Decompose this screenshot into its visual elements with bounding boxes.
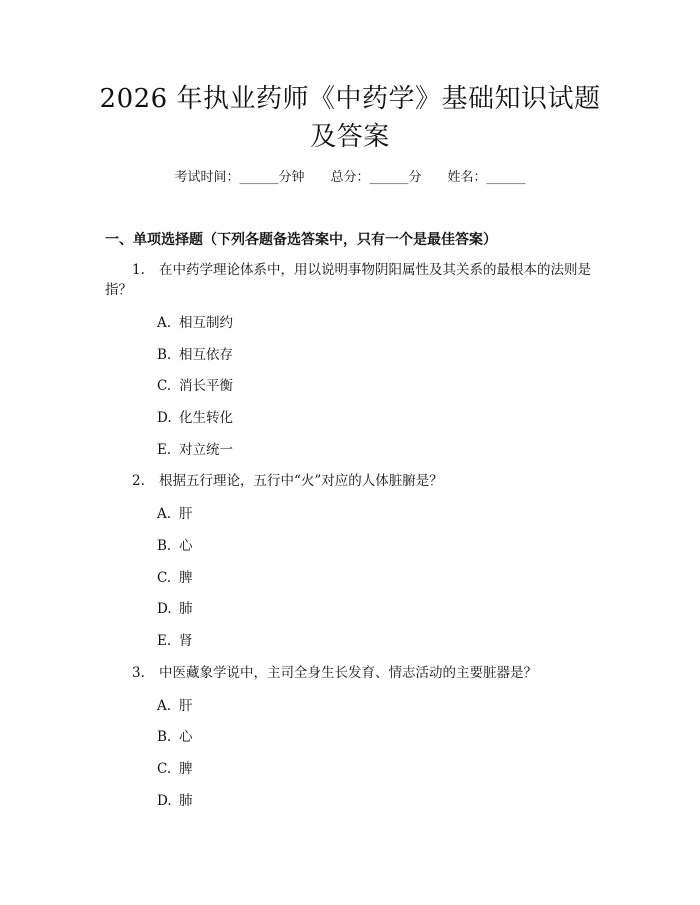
option-letter: E. [157, 633, 172, 649]
total-score-field: 总分：______分 [330, 170, 422, 185]
question-1 [105, 260, 603, 300]
option-letter: E. [157, 442, 172, 458]
option-2a [157, 505, 193, 523]
option-letter: C. [157, 761, 172, 777]
option-letter: C. [157, 570, 172, 586]
option-letter: D. [157, 410, 172, 426]
option-text: 相互制约 [179, 315, 233, 331]
option-text: 肝 [179, 698, 193, 714]
question-stem: 中医藏象学说中，主司全身生长发育、情志活动的主要脏器是？ [159, 665, 537, 681]
question-number: 3. [132, 665, 145, 681]
option-letter: B. [157, 729, 172, 745]
option-text: 心 [179, 729, 193, 745]
option-1e [157, 441, 233, 459]
option-text: 脾 [179, 761, 193, 777]
page-title: 2026 年执业药师《中药学》基础知识试题及答案 [99, 84, 601, 152]
option-letter: A. [157, 315, 172, 331]
option-text: 肾 [179, 633, 193, 649]
exam-time-field: 考试时间：______分钟 [174, 170, 305, 185]
option-letter: C. [157, 378, 172, 394]
option-letter: A. [157, 698, 172, 714]
option-2b [157, 537, 193, 555]
question-number: 2. [132, 473, 145, 489]
option-3b [157, 728, 193, 746]
option-2e [157, 632, 193, 650]
exam-meta-line [0, 169, 700, 187]
option-3c [157, 760, 193, 778]
question-text [105, 260, 603, 300]
question-text [105, 471, 603, 491]
option-1b [157, 346, 233, 364]
option-letter: D. [157, 793, 172, 809]
option-3a [157, 697, 193, 715]
option-text: 对立统一 [179, 442, 233, 458]
option-text: 相互依存 [179, 347, 233, 363]
option-letter: D. [157, 601, 172, 617]
option-1a [157, 314, 233, 332]
option-text: 化生转化 [179, 410, 233, 426]
option-text: 心 [179, 538, 193, 554]
question-stem: 根据五行理论，五行中“火”对应的人体脏腑是？ [159, 473, 443, 489]
question-2 [105, 471, 603, 491]
option-3d [157, 792, 193, 810]
option-letter: B. [157, 538, 172, 554]
option-text: 肺 [179, 601, 193, 617]
option-letter: B. [157, 347, 172, 363]
question-stem: 在中药学理论体系中，用以说明事物阴阳属性及其关系的最根本的法则是指？ [105, 262, 591, 298]
question-text [105, 663, 603, 683]
option-letter: A. [157, 506, 172, 522]
option-text: 肝 [179, 506, 193, 522]
question-3 [105, 663, 603, 683]
student-name-field: 姓名：______ [447, 170, 526, 185]
option-2d [157, 600, 193, 618]
option-text: 消长平衡 [179, 378, 233, 394]
option-text: 肺 [179, 793, 193, 809]
option-2c [157, 569, 193, 587]
option-1d [157, 409, 233, 427]
option-text: 脾 [179, 570, 193, 586]
section-heading: 一、单项选择题（下列各题备选答案中，只有一个是最佳答案） [105, 232, 497, 248]
option-1c [157, 377, 233, 395]
question-number: 1. [132, 262, 145, 278]
